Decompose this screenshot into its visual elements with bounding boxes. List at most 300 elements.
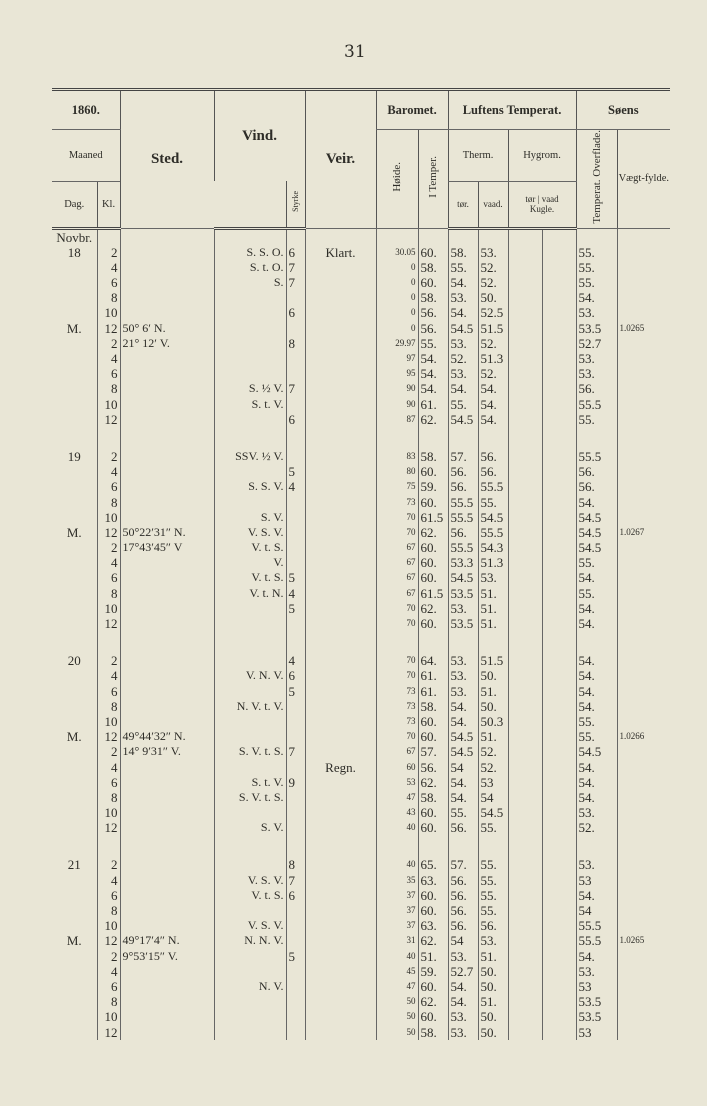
- cell-sted: [120, 305, 214, 320]
- cell-kl: 4: [97, 260, 120, 275]
- cell-barometer-temper: 58.: [418, 790, 448, 805]
- cell-kl: 12: [97, 412, 120, 427]
- cell-veir: Regn.: [305, 759, 376, 774]
- cell-veir: [305, 775, 376, 790]
- cell-hygrom-vaad: [542, 525, 576, 540]
- cell-temperat-overflade: 54.: [576, 616, 617, 631]
- cell-therm-vaad: 55.: [478, 903, 508, 918]
- cell-therm-vaad: 52.: [478, 260, 508, 275]
- cell-therm-vaad: 50.: [478, 668, 508, 683]
- cell-vind: [214, 366, 286, 381]
- cell-therm-tor: 57.: [448, 857, 478, 872]
- cell-sted: [120, 918, 214, 933]
- cell-therm-vaad: 55.: [478, 888, 508, 903]
- cell-therm-tor: 57.: [448, 449, 478, 464]
- cell-hygrom-vaad: [542, 336, 576, 351]
- cell-vaegtfylde: [617, 464, 670, 479]
- cell-kl: 6: [97, 979, 120, 994]
- cell-barometer-temper: 63.: [418, 918, 448, 933]
- cell-styrke: 5: [286, 570, 305, 585]
- cell-therm-tor: 55.5: [448, 540, 478, 555]
- cell-kl: 6: [97, 366, 120, 381]
- cell-veir: [305, 857, 376, 872]
- table-row: [52, 494, 670, 509]
- cell-kl: 4: [97, 759, 120, 774]
- cell-vaegtfylde: [617, 260, 670, 275]
- cell-veir: Klart.: [305, 245, 376, 260]
- cell-hygrom-tor: [508, 1009, 542, 1024]
- cell-temperat-overflade: 53.: [576, 964, 617, 979]
- cell-barometer-hoide: 40: [376, 820, 418, 835]
- cell-vind: V. t. S.: [214, 888, 286, 903]
- cell-styrke: [286, 699, 305, 714]
- cell-dag: [52, 714, 97, 729]
- cell-hygrom-tor: [508, 570, 542, 585]
- cell-hygrom-vaad: [542, 805, 576, 820]
- cell-therm-tor: 55.5: [448, 494, 478, 509]
- cell-kl: 2: [97, 449, 120, 464]
- cell-hygrom-tor: [508, 903, 542, 918]
- cell-hygrom-vaad: [542, 888, 576, 903]
- cell-temperat-overflade: 55.: [576, 260, 617, 275]
- cell-hygrom-vaad: [542, 570, 576, 585]
- cell-sted: [120, 820, 214, 835]
- cell-hygrom-vaad: [542, 790, 576, 805]
- cell-therm-vaad: 54.: [478, 412, 508, 427]
- cell-vind: V. t. S.: [214, 570, 286, 585]
- cell-vaegtfylde: [617, 305, 670, 320]
- cell-kl: 12: [97, 729, 120, 744]
- cell-vaegtfylde: [617, 805, 670, 820]
- cell-barometer-hoide: 0: [376, 260, 418, 275]
- cell-veir: [305, 555, 376, 570]
- cell-barometer-hoide: 50: [376, 1024, 418, 1039]
- cell-therm-tor: 54.: [448, 381, 478, 396]
- cell-temperat-overflade: 55.: [576, 412, 617, 427]
- cell-kl: 4: [97, 351, 120, 366]
- cell-kl: 12: [97, 616, 120, 631]
- cell-sted: [120, 275, 214, 290]
- cell-barometer-temper: 51.: [418, 948, 448, 963]
- cell-therm-vaad: 50.: [478, 1024, 508, 1039]
- cell-dag: 18: [67, 244, 81, 260]
- cell-kl: 6: [97, 775, 120, 790]
- cell-dag: [52, 994, 97, 1009]
- table-row: [52, 888, 670, 903]
- cell-dag: [52, 979, 97, 994]
- table-row: [52, 1009, 670, 1024]
- cell-vind: S. ½ V.: [214, 381, 286, 396]
- cell-vind: S. S. O.: [214, 245, 286, 260]
- cell-hygrom-tor: [508, 775, 542, 790]
- cell-barometer-temper: 60.: [418, 805, 448, 820]
- cell-veir: [305, 888, 376, 903]
- cell-styrke: [286, 396, 305, 411]
- cell-sted: [120, 699, 214, 714]
- cell-vind: [214, 1024, 286, 1039]
- cell-veir: [305, 714, 376, 729]
- cell-vaegtfylde: [617, 586, 670, 601]
- cell-styrke: [286, 510, 305, 525]
- cell-styrke: [286, 1009, 305, 1024]
- cell-therm-vaad: 55.: [478, 857, 508, 872]
- table-row: [52, 540, 670, 555]
- cell-dag: M.: [66, 320, 82, 336]
- cell-barometer-temper: 60.: [418, 275, 448, 290]
- cell-barometer-temper: 60.: [418, 903, 448, 918]
- cell-vaegtfylde: [617, 873, 670, 888]
- cell-vind: S. t. V.: [214, 775, 286, 790]
- cell-kl: 2: [97, 948, 120, 963]
- cell-vind: [214, 964, 286, 979]
- cell-hygrom-vaad: [542, 396, 576, 411]
- cell-kl: 8: [97, 699, 120, 714]
- cell-vind: V. N. V.: [214, 668, 286, 683]
- cell-sted: [120, 683, 214, 698]
- cell-therm-tor: 56.: [448, 873, 478, 888]
- cell-styrke: 6: [286, 412, 305, 427]
- cell-sted: [120, 903, 214, 918]
- cell-therm-tor: 56.: [448, 820, 478, 835]
- cell-temperat-overflade: 55.5: [576, 449, 617, 464]
- cell-therm-vaad: 54.: [478, 381, 508, 396]
- cell-hygrom-tor: [508, 857, 542, 872]
- cell-dag: [52, 775, 97, 790]
- cell-styrke: 4: [286, 586, 305, 601]
- cell-barometer-hoide: 67: [376, 586, 418, 601]
- cell-sted: [120, 1009, 214, 1024]
- cell-therm-vaad: 55.5: [478, 479, 508, 494]
- cell-dag: [52, 479, 97, 494]
- cell-barometer-temper: 54.: [418, 381, 448, 396]
- table-row: [52, 857, 670, 872]
- cell-barometer-temper: 60.: [418, 820, 448, 835]
- cell-vaegtfylde: [617, 290, 670, 305]
- cell-sted: 50° 6′ N.: [120, 321, 214, 336]
- cell-kl: 6: [97, 888, 120, 903]
- cell-hygrom-tor: [508, 449, 542, 464]
- cell-veir: [305, 994, 376, 1009]
- cell-barometer-hoide: 40: [376, 857, 418, 872]
- cell-barometer-hoide: 73: [376, 683, 418, 698]
- cell-sted: [120, 260, 214, 275]
- cell-hygrom-vaad: [542, 412, 576, 427]
- cell-dag: [52, 759, 97, 774]
- cell-barometer-temper: 56.: [418, 305, 448, 320]
- cell-hygrom-vaad: [542, 260, 576, 275]
- vaegtfylde-header: Vægt-fylde.: [617, 130, 670, 229]
- table-row: [52, 381, 670, 396]
- cell-hygrom-tor: [508, 260, 542, 275]
- cell-kl: 10: [97, 918, 120, 933]
- cell-styrke: 4: [286, 479, 305, 494]
- cell-kl: 8: [97, 994, 120, 1009]
- table-row: [52, 933, 670, 948]
- cell-barometer-hoide: 73: [376, 494, 418, 509]
- cell-sted: [120, 964, 214, 979]
- cell-hygrom-vaad: [542, 601, 576, 616]
- cell-temperat-overflade: 54: [576, 903, 617, 918]
- table-row: [52, 994, 670, 1009]
- cell-styrke: 5: [286, 683, 305, 698]
- cell-hygrom-tor: [508, 616, 542, 631]
- cell-vaegtfylde: [617, 1009, 670, 1024]
- cell-temperat-overflade: 54.: [576, 775, 617, 790]
- cell-kl: 6: [97, 275, 120, 290]
- cell-therm-vaad: 55.: [478, 873, 508, 888]
- cell-therm-vaad: 54.5: [478, 510, 508, 525]
- cell-hygrom-tor: [508, 321, 542, 336]
- cell-vind: [214, 994, 286, 1009]
- cell-veir: [305, 570, 376, 585]
- cell-kl: 4: [97, 873, 120, 888]
- cell-veir: [305, 918, 376, 933]
- cell-dag: M.: [66, 729, 82, 745]
- cell-hygrom-vaad: [542, 275, 576, 290]
- cell-hygrom-vaad: [542, 873, 576, 888]
- hoide-header: Høide.: [376, 130, 418, 229]
- cell-vind: S. V.: [214, 820, 286, 835]
- cell-therm-vaad: 50.: [478, 964, 508, 979]
- cell-kl: 8: [97, 790, 120, 805]
- cell-dag: [52, 805, 97, 820]
- cell-barometer-hoide: 70: [376, 510, 418, 525]
- cell-dag: [52, 601, 97, 616]
- cell-kl: 2: [97, 336, 120, 351]
- cell-dag: [52, 790, 97, 805]
- cell-therm-tor: 53.: [448, 948, 478, 963]
- cell-barometer-temper: 62.: [418, 775, 448, 790]
- cell-temperat-overflade: 54.: [576, 653, 617, 668]
- cell-styrke: 7: [286, 260, 305, 275]
- cell-veir: [305, 1009, 376, 1024]
- cell-hygrom-vaad: [542, 449, 576, 464]
- cell-vind: S.: [214, 275, 286, 290]
- cell-temperat-overflade: 54.5: [576, 510, 617, 525]
- cell-veir: [305, 979, 376, 994]
- cell-temperat-overflade: 54.: [576, 570, 617, 585]
- day-spacer: [52, 835, 670, 857]
- cell-vaegtfylde: [617, 683, 670, 698]
- table-row: [52, 668, 670, 683]
- cell-therm-vaad: 54.3: [478, 540, 508, 555]
- cell-dag: [52, 464, 97, 479]
- cell-sted: [120, 994, 214, 1009]
- cell-therm-tor: 54.: [448, 275, 478, 290]
- cell-kl: 10: [97, 510, 120, 525]
- cell-therm-vaad: 54.: [478, 396, 508, 411]
- cell-sted: [120, 775, 214, 790]
- cell-hygrom-tor: [508, 275, 542, 290]
- table-row: [52, 464, 670, 479]
- cell-barometer-temper: 60.: [418, 570, 448, 585]
- cell-hygrom-tor: [508, 245, 542, 260]
- cell-vind: [214, 948, 286, 963]
- cell-vaegtfylde: [617, 790, 670, 805]
- cell-kl: 10: [97, 396, 120, 411]
- cell-hygrom-vaad: [542, 510, 576, 525]
- cell-barometer-temper: 61.5: [418, 510, 448, 525]
- cell-barometer-hoide: 70: [376, 525, 418, 540]
- cell-vaegtfylde: [617, 412, 670, 427]
- table-row: [52, 714, 670, 729]
- cell-styrke: 6: [286, 888, 305, 903]
- cell-temperat-overflade: 54.: [576, 699, 617, 714]
- cell-hygrom-tor: [508, 479, 542, 494]
- cell-hygrom-tor: [508, 744, 542, 759]
- cell-dag: [52, 494, 97, 509]
- cell-barometer-hoide: 95: [376, 366, 418, 381]
- soens-header: Søens: [576, 90, 670, 130]
- cell-temperat-overflade: 55.5: [576, 396, 617, 411]
- cell-veir: [305, 321, 376, 336]
- cell-therm-tor: 54.5: [448, 744, 478, 759]
- styrke-header: Styrke: [286, 181, 305, 228]
- cell-vind: V. t. N.: [214, 586, 286, 601]
- cell-veir: [305, 510, 376, 525]
- cell-therm-vaad: 56.: [478, 918, 508, 933]
- cell-kl: 12: [97, 820, 120, 835]
- cell-dag: [52, 351, 97, 366]
- cell-therm-vaad: 51.: [478, 586, 508, 601]
- cell-therm-vaad: 55.: [478, 820, 508, 835]
- cell-barometer-hoide: 37: [376, 888, 418, 903]
- cell-kl: 2: [97, 540, 120, 555]
- cell-barometer-temper: 62.: [418, 601, 448, 616]
- temper-header: I Temper.: [418, 130, 448, 229]
- cell-sted: [120, 351, 214, 366]
- table-row: [52, 903, 670, 918]
- cell-therm-tor: 55.: [448, 260, 478, 275]
- maaned-header: Maaned: [52, 130, 120, 182]
- table-row: [52, 729, 670, 744]
- cell-temperat-overflade: 56.: [576, 479, 617, 494]
- cell-veir: [305, 305, 376, 320]
- table-row: [52, 979, 670, 994]
- cell-veir: [305, 540, 376, 555]
- cell-vaegtfylde: [617, 964, 670, 979]
- cell-hygrom-tor: [508, 510, 542, 525]
- table-row: [52, 744, 670, 759]
- cell-barometer-hoide: 97: [376, 351, 418, 366]
- cell-veir: [305, 933, 376, 948]
- cell-temperat-overflade: 54.: [576, 888, 617, 903]
- cell-barometer-hoide: 87: [376, 412, 418, 427]
- cell-hygrom-tor: [508, 979, 542, 994]
- cell-hygrom-vaad: [542, 245, 576, 260]
- table-row: [52, 479, 670, 494]
- cell-veir: [305, 260, 376, 275]
- cell-kl: 2: [97, 744, 120, 759]
- cell-barometer-hoide: 70: [376, 653, 418, 668]
- cell-therm-vaad: 53.: [478, 933, 508, 948]
- cell-styrke: 6: [286, 245, 305, 260]
- cell-dag: [52, 570, 97, 585]
- cell-vaegtfylde: [617, 351, 670, 366]
- cell-vind: S. V. t. S.: [214, 744, 286, 759]
- cell-sted: 9°53′15″ V.: [120, 948, 214, 963]
- cell-sted: [120, 653, 214, 668]
- cell-barometer-hoide: 73: [376, 714, 418, 729]
- cell-therm-vaad: 52.: [478, 275, 508, 290]
- cell-therm-tor: 54.: [448, 699, 478, 714]
- cell-styrke: [286, 525, 305, 540]
- cell-hygrom-vaad: [542, 903, 576, 918]
- cell-kl: 8: [97, 494, 120, 509]
- cell-barometer-temper: 62.: [418, 412, 448, 427]
- cell-kl: 12: [97, 321, 120, 336]
- cell-therm-vaad: 51.: [478, 994, 508, 1009]
- cell-temperat-overflade: 53: [576, 1024, 617, 1039]
- cell-vaegtfylde: [617, 479, 670, 494]
- cell-hygrom-tor: [508, 525, 542, 540]
- cell-hygrom-vaad: [542, 744, 576, 759]
- cell-hygrom-tor: [508, 351, 542, 366]
- cell-barometer-temper: 60.: [418, 729, 448, 744]
- cell-veir: [305, 948, 376, 963]
- cell-styrke: [286, 321, 305, 336]
- cell-sted: 14° 9′31″ V.: [120, 744, 214, 759]
- cell-dag: [52, 260, 97, 275]
- table-row: [52, 525, 670, 540]
- cell-dag: [52, 918, 97, 933]
- cell-hygrom-tor: [508, 555, 542, 570]
- kugle-header: tør | vaad Kugle.: [508, 181, 576, 228]
- cell-vind: S. t. V.: [214, 396, 286, 411]
- cell-temperat-overflade: 55.: [576, 729, 617, 744]
- cell-barometer-hoide: 83: [376, 449, 418, 464]
- cell-vaegtfylde: [617, 601, 670, 616]
- table-row: [52, 321, 670, 336]
- cell-therm-tor: 54.: [448, 305, 478, 320]
- cell-sted: [120, 616, 214, 631]
- cell-temperat-overflade: 53.5: [576, 321, 617, 336]
- cell-temperat-overflade: 54.5: [576, 744, 617, 759]
- cell-sted: [120, 586, 214, 601]
- cell-hygrom-tor: [508, 601, 542, 616]
- cell-veir: [305, 699, 376, 714]
- cell-veir: [305, 744, 376, 759]
- cell-barometer-temper: 60.: [418, 245, 448, 260]
- cell-styrke: [286, 979, 305, 994]
- cell-barometer-temper: 58.: [418, 699, 448, 714]
- cell-dag: M.: [66, 524, 82, 540]
- cell-barometer-temper: 54.: [418, 351, 448, 366]
- table-row: [52, 683, 670, 698]
- cell-vaegtfylde: [617, 857, 670, 872]
- cell-therm-vaad: 55.: [478, 494, 508, 509]
- cell-hygrom-vaad: [542, 540, 576, 555]
- cell-vind: [214, 305, 286, 320]
- cell-hygrom-tor: [508, 994, 542, 1009]
- cell-dag: [52, 510, 97, 525]
- cell-therm-tor: 53.: [448, 653, 478, 668]
- cell-kl: 8: [97, 290, 120, 305]
- cell-veir: [305, 449, 376, 464]
- cell-hygrom-tor: [508, 586, 542, 601]
- cell-temperat-overflade: 53.: [576, 366, 617, 381]
- hygrom-header: Hygrom.: [508, 130, 576, 182]
- cell-hygrom-vaad: [542, 1024, 576, 1039]
- cell-therm-vaad: 50.: [478, 290, 508, 305]
- cell-vind: [214, 601, 286, 616]
- cell-hygrom-vaad: [542, 653, 576, 668]
- table-row: [52, 964, 670, 979]
- table-row: [52, 245, 670, 260]
- cell-barometer-temper: 61.: [418, 396, 448, 411]
- cell-vaegtfylde: [617, 510, 670, 525]
- cell-vaegtfylde: [617, 396, 670, 411]
